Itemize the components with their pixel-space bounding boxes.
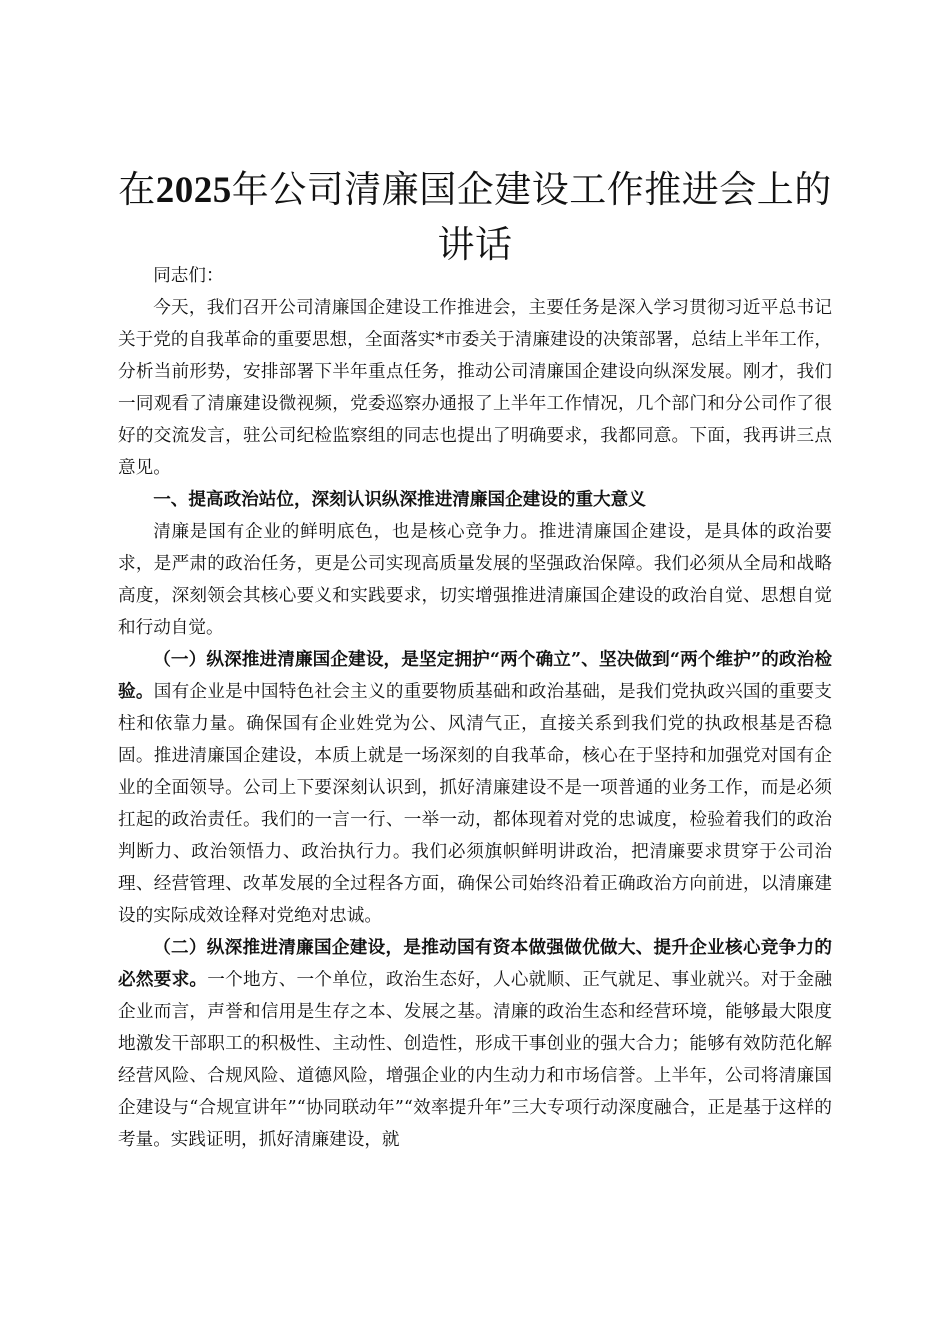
point-2-lead: （二）纵深推进清廉国企建设，是推动国有资本做强做优做大、提升企业核心竞争力的必然要求。: [118, 937, 832, 990]
salutation: 同志们：: [153, 266, 224, 286]
section-1-paragraph: 清廉是国有企业的鲜明底色，也是核心竞争力。推进清廉国企建设，是具体的政治要求，是严肃的政治任务，更是公司实现高质量发展的坚强政治保障。我们必须从全局和战略高度，深刻领会其核心要义和实践要求，切实增强推进清廉国企建设的政治自觉、思想自觉和行动自觉。: [118, 522, 832, 638]
point-2-text: 一个地方、一个单位，政治生态好，人心就顺、正气就足、事业就兴。对于金融企业而言，声誉和信用是生存之本、发展之基。清廉的政治生态和经营环境，能够最大限度地激发干部职工的积极性、主动性、创造性，形成干事创业的强大合力；能够有效防范化解经营风险、合规风险、道德风险，增强企业的内生动力和市场信誉。上半年，公司将清廉国企建设与“合规宣讲年”“协同联动年”“效率提升年”三大专项行动深度融合，正是基于这样的考量。实践证明，抓好清廉建设，就: [118, 970, 832, 1150]
point-2-paragraph: [118, 932, 832, 1156]
point-1-lead: （一）纵深推进清廉国企建设，是坚定拥护“两个确立”、坚决做到“两个维护”的政治检验。: [118, 649, 832, 702]
section-1-heading: 一、提高政治站位，深刻认识纵深推进清廉国企建设的重大意义: [153, 489, 646, 510]
title-rest: 年公司清廉国企建设工作推进会上的讲话: [231, 168, 832, 266]
point-1-text: 国有企业是中国特色社会主义的重要物质基础和政治基础，是我们党执政兴国的重要支柱和依靠力量。确保国有企业姓党为公、风清气正，直接关系到我们党的执政根基是否稳固。推进清廉国企建设，本质上就是一场深刻的自我革命，核心在于坚持和加强党对国有企业的全面领导。公司上下要深刻认识到，抓好清廉建设不是一项普通的业务工作，而是必须扛起的政治责任。我们的一言一行、一举一动，都体现着对党的忠诚度，检验着我们的政治判断力、政治领悟力、政治执行力。我们必须旗帜鲜明讲政治，把清廉要求贯穿于公司治理、经营管理、改革发展的全过程各方面，确保公司始终沿着正确政治方向前进，以清廉建设的实际成效诠释对党绝对忠诚。: [118, 682, 832, 926]
intro-paragraph: 今天，我们召开公司清廉国企建设工作推进会，主要任务是深入学习贯彻习近平总书记关于党的自我革命的重要思想，全面落实*市委关于清廉建设的决策部署，总结上半年工作，分析当前形势，安排部署下半年重点任务，推动公司清廉国企建设向纵深发展。刚才，我们一同观看了清廉建设微视频，党委巡察办通报了上半年工作情况，几个部门和分公司作了很好的交流发言，驻公司纪检监察组的同志也提出了明确要求，我都同意。下面，我再讲三点意见。: [118, 298, 832, 478]
document-body: [118, 260, 832, 1156]
point-1-paragraph: [118, 644, 832, 932]
title-prefix: 在: [118, 168, 156, 211]
document-title: [118, 163, 832, 272]
title-year: 2025: [155, 170, 232, 211]
